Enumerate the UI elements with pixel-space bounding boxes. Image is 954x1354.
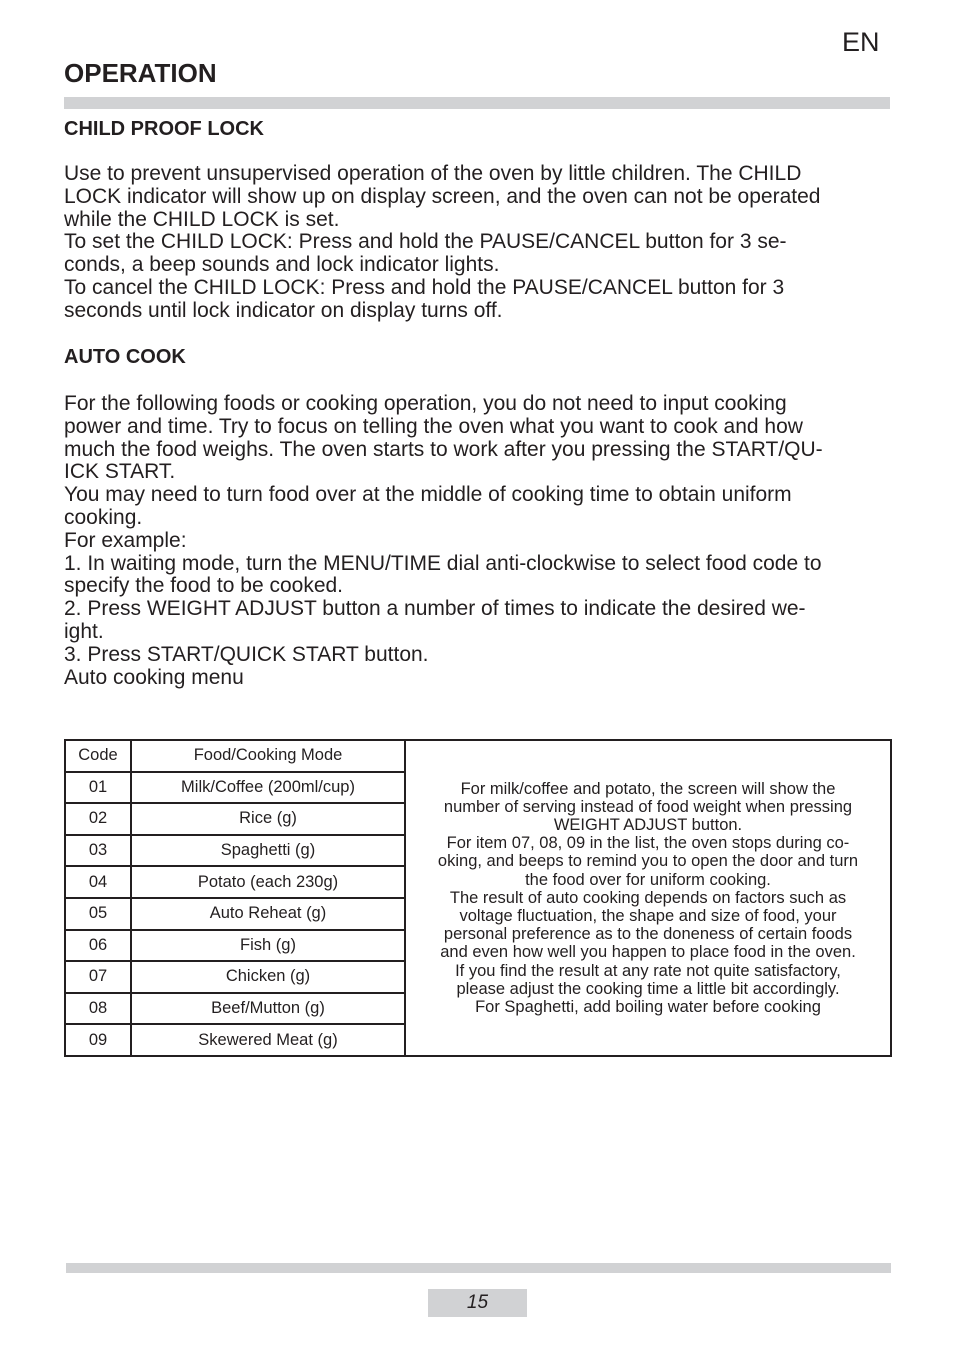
code-cell: 03 — [65, 835, 131, 867]
page-number: 15 — [428, 1289, 527, 1317]
text-line: 1. In waiting mode, turn the MENU/TIME dial anti-clockwise to select food code to — [64, 551, 822, 575]
text-line: To set the CHILD LOCK: Press and hold the PAUSE/CANCEL button for 3 se- — [64, 230, 787, 254]
text-line: while the CHILD LOCK is set. — [64, 207, 340, 231]
code-cell: 07 — [65, 961, 131, 993]
header-food-mode: Food/Cooking Mode — [131, 740, 405, 772]
child-lock-text — [64, 163, 894, 323]
code-cell: 04 — [65, 866, 131, 898]
food-cell: Rice (g) — [131, 803, 405, 835]
text-line: 2. Press WEIGHT ADJUST button a number of times to indicate the desired we- — [64, 597, 806, 621]
text-line: LOCK indicator will show up on display screen, and the oven can not be operated — [64, 184, 821, 208]
food-cell: Auto Reheat (g) — [131, 898, 405, 930]
note-line: For milk/coffee and potato, the screen will show the — [460, 779, 836, 798]
text-line: You may need to turn food over at the middle of cooking time to obtain uniform — [64, 483, 792, 507]
code-cell: 02 — [65, 803, 131, 835]
food-cell: Milk/Coffee (200ml/cup) — [131, 772, 405, 804]
code-cell: 01 — [65, 772, 131, 804]
language-label: EN — [842, 27, 880, 57]
note-line: oking, and beeps to remind you to open the door and turn — [437, 852, 859, 871]
code-cell: 08 — [65, 993, 131, 1025]
code-cell: 06 — [65, 930, 131, 962]
note-line: The result of auto cooking depends on factors such as — [449, 888, 847, 907]
auto-cook-text — [64, 393, 894, 689]
notes-cell — [405, 740, 891, 1056]
note-line: number of serving instead of food weight when pressing — [443, 797, 853, 816]
food-cell: Fish (g) — [131, 930, 405, 962]
text-line: power and time. Try to focus on telling the oven what you want to cook and how — [64, 414, 803, 438]
text-line: ICK START. — [64, 460, 176, 484]
note-line: please adjust the cooking time a little bit accordingly. — [456, 979, 840, 998]
text-line: 3. Press START/QUICK START button. — [64, 642, 429, 666]
note-line: personal preference as to the doneness of certain foods — [443, 925, 853, 944]
text-line: For the following foods or cooking operation, you do not need to input cooking — [64, 392, 787, 415]
text-line: cooking. — [64, 505, 143, 529]
note-line: For item 07, 08, 09 in the list, the oven stops during co- — [446, 834, 850, 853]
note-line: If you find the result at any rate not quite satisfactory, — [455, 961, 841, 980]
text-line: Use to prevent unsupervised operation of the oven by little children. The CHILD — [64, 162, 802, 185]
food-cell: Beef/Mutton (g) — [131, 993, 405, 1025]
text-line: seconds until lock indicator on display turns off. — [64, 298, 503, 322]
text-line: much the food weighs. The oven starts to work after you pressing the START/QU- — [64, 437, 823, 461]
page-title: OPERATION — [64, 58, 217, 88]
table-header-row — [65, 740, 891, 772]
text-line: Auto cooking menu — [64, 665, 244, 689]
food-cell: Skewered Meat (g) — [131, 1024, 405, 1056]
child-lock-heading: CHILD PROOF LOCK — [64, 118, 264, 140]
auto-cooking-menu-table — [64, 739, 892, 1057]
code-cell: 05 — [65, 898, 131, 930]
note-line: For Spaghetti, add boiling water before cooking — [475, 998, 821, 1017]
text-line: To cancel the CHILD LOCK: Press and hold the PAUSE/CANCEL button for 3 — [64, 275, 785, 299]
code-cell: 09 — [65, 1024, 131, 1056]
header-code: Code — [65, 740, 131, 772]
food-cell: Potato (each 230g) — [131, 866, 405, 898]
food-cell: Spaghetti (g) — [131, 835, 405, 867]
text-line: ight. — [64, 619, 104, 643]
note-line: and even how well you happen to place food in the oven. — [440, 943, 856, 962]
text-line: specify the food to be cooked. — [64, 574, 344, 598]
text-line: conds, a beep sounds and lock indicator lights. — [64, 253, 500, 277]
note-line: the food over for uniform cooking. — [525, 870, 771, 889]
note-line: WEIGHT ADJUST button. — [553, 816, 743, 835]
text-line: For example: — [64, 528, 187, 552]
header-divider — [64, 97, 890, 109]
note-line: voltage fluctuation, the shape and size of food, your — [459, 907, 837, 926]
footer-divider — [66, 1263, 891, 1273]
auto-cook-heading: AUTO COOK — [64, 346, 186, 368]
food-cell: Chicken (g) — [131, 961, 405, 993]
